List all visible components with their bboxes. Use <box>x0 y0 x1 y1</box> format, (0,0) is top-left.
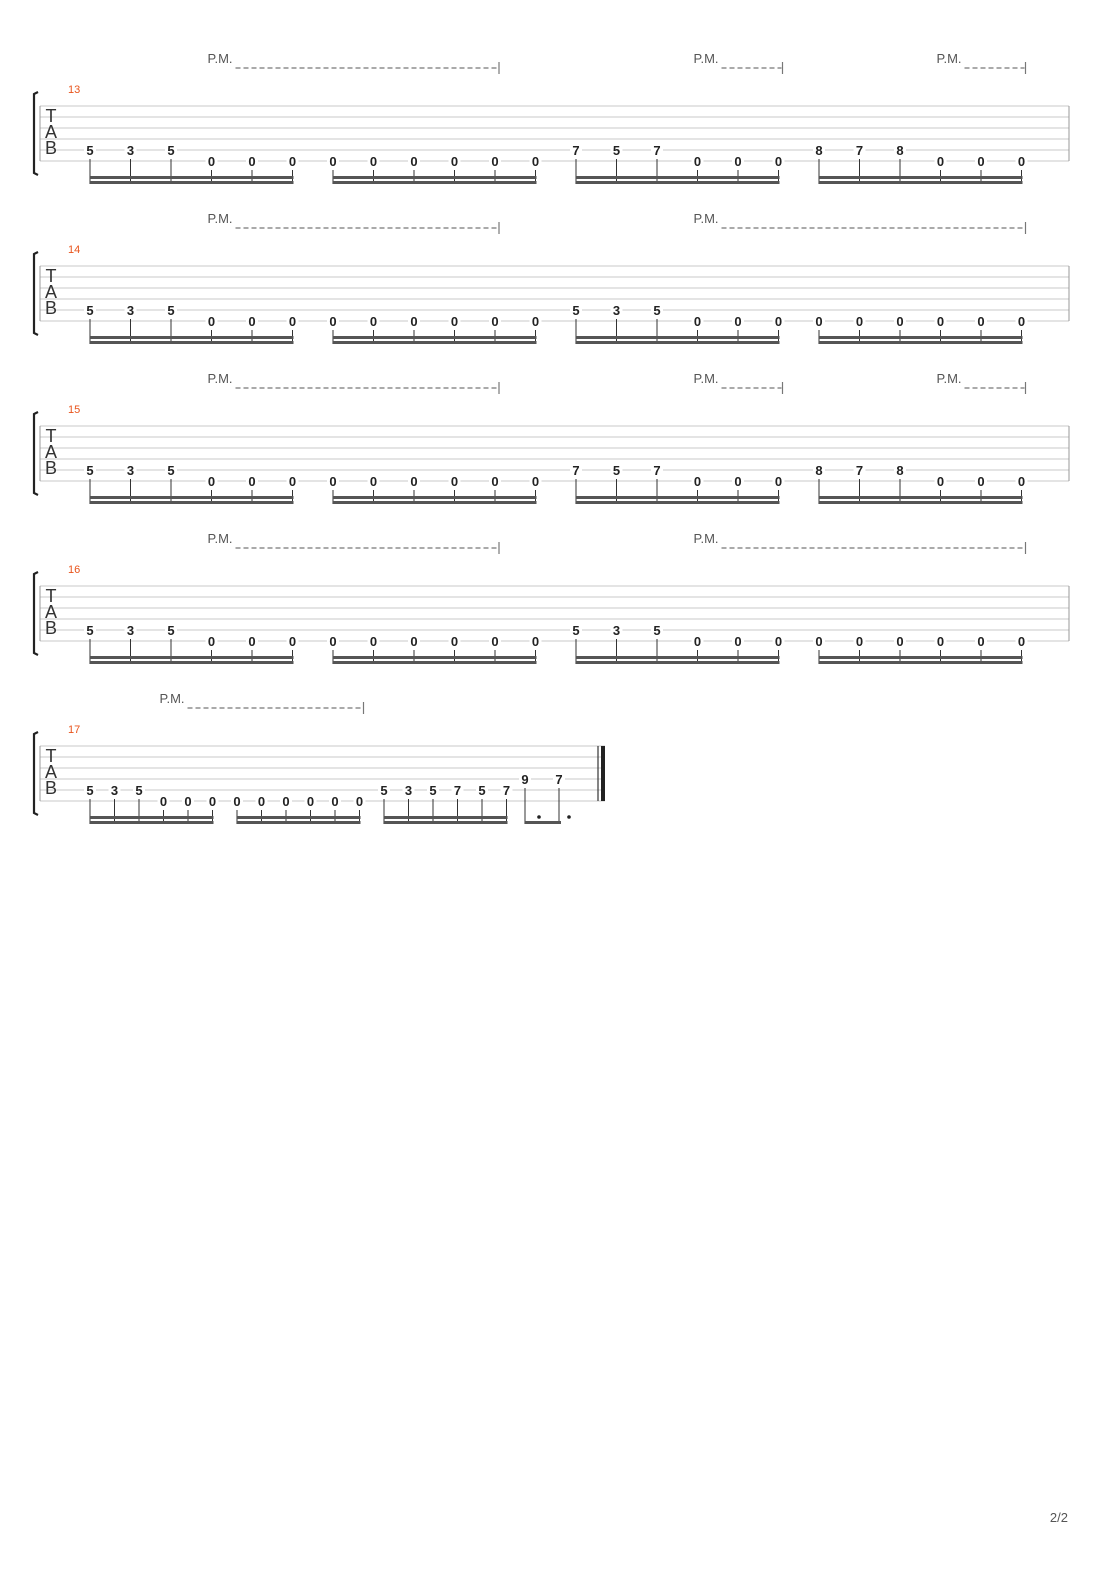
tab-clef-letter: B <box>44 298 58 318</box>
fret-number: 0 <box>531 314 540 329</box>
fret-number: 0 <box>491 474 499 489</box>
fret-number: 0 <box>693 634 702 649</box>
fret-number: 5 <box>167 623 175 638</box>
beam-primary <box>525 821 561 824</box>
beam-secondary <box>819 176 1023 179</box>
fret-number: 0 <box>896 314 904 329</box>
fret-number: 0 <box>282 794 290 809</box>
fret-number: 0 <box>734 314 742 329</box>
beam-secondary <box>90 496 294 499</box>
dot-marker <box>537 815 541 819</box>
fret-number: 0 <box>355 794 364 809</box>
beam-secondary <box>90 336 294 339</box>
fret-number: 8 <box>896 463 904 478</box>
fret-number: 7 <box>555 772 563 787</box>
fret-number: 0 <box>936 474 945 489</box>
palm-mute-label: P.M. <box>207 371 233 386</box>
palm-mute-label: P.M. <box>693 211 719 226</box>
fret-number: 0 <box>410 474 418 489</box>
fret-number: 0 <box>410 634 418 649</box>
fret-number: 3 <box>404 783 413 798</box>
fret-number: 0 <box>774 154 783 169</box>
fret-number: 0 <box>450 474 459 489</box>
beam-secondary <box>237 816 361 819</box>
measure-number: 15 <box>68 404 81 416</box>
fret-number: 0 <box>450 154 459 169</box>
beam-secondary <box>576 176 780 179</box>
palm-mute-label: P.M. <box>693 531 719 546</box>
fret-number: 0 <box>774 474 783 489</box>
fret-number: 3 <box>126 143 135 158</box>
fret-number: 0 <box>450 634 459 649</box>
fret-number: 0 <box>977 474 985 489</box>
beam-primary <box>819 341 1023 344</box>
beam-primary <box>237 821 361 824</box>
fret-number: 0 <box>329 154 337 169</box>
fret-number: 0 <box>288 314 297 329</box>
system-bracket <box>34 252 38 335</box>
tab-clef-letter: B <box>44 458 58 478</box>
tab-clef-letter: T <box>45 106 57 126</box>
fret-number: 8 <box>896 143 904 158</box>
tab-clef-letter: T <box>45 426 57 446</box>
fret-number: 5 <box>167 143 175 158</box>
tab-clef-letter: B <box>44 778 58 798</box>
fret-number: 0 <box>159 794 168 809</box>
fret-number: 0 <box>774 314 783 329</box>
fret-number: 0 <box>734 154 742 169</box>
fret-number: 0 <box>855 634 864 649</box>
palm-mute-label: P.M. <box>207 531 233 546</box>
fret-number: 5 <box>429 783 437 798</box>
fret-number: 0 <box>288 154 297 169</box>
fret-number: 0 <box>207 634 216 649</box>
beam-secondary <box>333 336 537 339</box>
system-bracket <box>34 412 38 495</box>
beam-primary <box>576 341 780 344</box>
fret-number: 0 <box>491 634 499 649</box>
fret-number: 5 <box>612 463 621 478</box>
measure-number: 17 <box>68 724 81 736</box>
beam-primary <box>819 661 1023 664</box>
fret-number: 0 <box>329 634 337 649</box>
beam-secondary <box>90 176 294 179</box>
fret-number: 0 <box>734 634 742 649</box>
fret-number: 7 <box>502 783 511 798</box>
fret-number: 0 <box>208 794 217 809</box>
tab-clef-letter: A <box>44 282 58 302</box>
fret-number: 0 <box>410 154 418 169</box>
fret-number: 0 <box>369 154 378 169</box>
fret-number: 0 <box>248 474 256 489</box>
fret-number: 3 <box>612 623 621 638</box>
palm-mute-label: P.M. <box>159 691 185 706</box>
fret-number: 5 <box>167 463 175 478</box>
fret-number: 0 <box>207 154 216 169</box>
fret-number: 0 <box>369 474 378 489</box>
tab-clef-letter: T <box>45 266 57 286</box>
fret-number: 0 <box>734 474 742 489</box>
beam-primary <box>90 501 294 504</box>
fret-number: 7 <box>855 463 864 478</box>
fret-number: 0 <box>450 314 459 329</box>
dot-marker <box>567 815 571 819</box>
beam-secondary <box>576 336 780 339</box>
fret-number: 0 <box>531 634 540 649</box>
fret-number: 0 <box>774 634 783 649</box>
fret-number: 0 <box>1017 474 1026 489</box>
fret-number: 0 <box>257 794 266 809</box>
beam-secondary <box>90 656 294 659</box>
fret-number: 0 <box>288 634 297 649</box>
measure-number: 13 <box>68 84 81 96</box>
beam-primary <box>576 181 780 184</box>
fret-number: 0 <box>491 154 499 169</box>
fret-number: 0 <box>1017 634 1026 649</box>
tab-clef-letter: T <box>45 746 57 766</box>
fret-number: 0 <box>1017 314 1026 329</box>
fret-number: 0 <box>936 634 945 649</box>
fret-number: 0 <box>410 314 418 329</box>
fret-number: 8 <box>815 143 823 158</box>
fret-number: 7 <box>572 463 580 478</box>
tab-clef-letter: B <box>44 138 58 158</box>
fret-number: 0 <box>936 154 945 169</box>
fret-number: 7 <box>653 143 661 158</box>
beam-secondary <box>819 496 1023 499</box>
palm-mute-label: P.M. <box>693 51 719 66</box>
tab-clef-letter: T <box>45 586 57 606</box>
fret-number: 0 <box>331 794 339 809</box>
fret-number: 0 <box>1017 154 1026 169</box>
fret-number: 5 <box>572 303 580 318</box>
measure-number: 16 <box>68 564 81 576</box>
fret-number: 0 <box>896 634 904 649</box>
fret-number: 5 <box>167 303 175 318</box>
fret-number: 5 <box>86 143 94 158</box>
fret-number: 0 <box>248 314 256 329</box>
fret-number: 5 <box>653 623 661 638</box>
fret-number: 7 <box>572 143 580 158</box>
fret-number: 0 <box>233 794 241 809</box>
tab-clef-letter: A <box>44 122 58 142</box>
fret-number: 0 <box>184 794 192 809</box>
beam-primary <box>333 341 537 344</box>
fret-number: 3 <box>126 303 135 318</box>
beam-primary <box>90 181 294 184</box>
fret-number: 5 <box>612 143 621 158</box>
fret-number: 0 <box>531 474 540 489</box>
beam-secondary <box>333 176 537 179</box>
fret-number: 0 <box>207 314 216 329</box>
fret-number: 3 <box>126 623 135 638</box>
barline-final-thick <box>601 746 605 801</box>
palm-mute-label: P.M. <box>207 51 233 66</box>
system-bracket <box>34 572 38 655</box>
beam-primary <box>576 661 780 664</box>
fret-number: 5 <box>86 623 94 638</box>
fret-number: 5 <box>653 303 661 318</box>
fret-number: 7 <box>855 143 864 158</box>
fret-number: 7 <box>453 783 462 798</box>
fret-number: 0 <box>369 634 378 649</box>
beam-secondary <box>819 656 1023 659</box>
beam-primary <box>576 501 780 504</box>
fret-number: 0 <box>977 154 985 169</box>
fret-number: 8 <box>815 463 823 478</box>
fret-number: 0 <box>306 794 315 809</box>
fret-number: 5 <box>86 303 94 318</box>
fret-number: 5 <box>135 783 143 798</box>
beam-primary <box>333 501 537 504</box>
fret-number: 0 <box>531 154 540 169</box>
fret-number: 3 <box>612 303 621 318</box>
tab-clef-letter: A <box>44 762 58 782</box>
tab-clef-letter: A <box>44 442 58 462</box>
fret-number: 0 <box>329 314 337 329</box>
beam-secondary <box>333 656 537 659</box>
fret-number: 0 <box>207 474 216 489</box>
fret-number: 0 <box>977 634 985 649</box>
tab-clef-letter: B <box>44 618 58 638</box>
beam-primary <box>333 181 537 184</box>
fret-number: 9 <box>521 772 529 787</box>
beam-primary <box>90 341 294 344</box>
beam-secondary <box>576 656 780 659</box>
fret-number: 0 <box>855 314 864 329</box>
beam-primary <box>819 181 1023 184</box>
beam-primary <box>333 661 537 664</box>
fret-number: 0 <box>369 314 378 329</box>
fret-number: 5 <box>478 783 486 798</box>
fret-number: 7 <box>653 463 661 478</box>
beam-secondary <box>819 336 1023 339</box>
beam-secondary <box>90 816 214 819</box>
beam-secondary <box>333 496 537 499</box>
fret-number: 0 <box>288 474 297 489</box>
palm-mute-label: P.M. <box>936 51 962 66</box>
system-bracket <box>34 732 38 815</box>
beam-secondary <box>576 496 780 499</box>
beam-primary <box>90 661 294 664</box>
fret-number: 5 <box>572 623 580 638</box>
fret-number: 0 <box>693 314 702 329</box>
page-number: 2/2 <box>1049 1510 1068 1525</box>
fret-number: 0 <box>693 474 702 489</box>
fret-number: 3 <box>110 783 119 798</box>
fret-number: 0 <box>248 634 256 649</box>
fret-number: 0 <box>815 634 823 649</box>
tab-clef-letter: A <box>44 602 58 622</box>
palm-mute-label: P.M. <box>207 211 233 226</box>
beam-primary <box>90 821 214 824</box>
beam-primary <box>819 501 1023 504</box>
palm-mute-label: P.M. <box>693 371 719 386</box>
fret-number: 0 <box>693 154 702 169</box>
palm-mute-label: P.M. <box>936 371 962 386</box>
fret-number: 5 <box>86 783 94 798</box>
fret-number: 0 <box>977 314 985 329</box>
fret-number: 0 <box>815 314 823 329</box>
fret-number: 0 <box>491 314 499 329</box>
fret-number: 5 <box>380 783 388 798</box>
beam-primary <box>384 821 508 824</box>
fret-number: 0 <box>936 314 945 329</box>
fret-number: 0 <box>329 474 337 489</box>
fret-number: 0 <box>248 154 256 169</box>
fret-number: 5 <box>86 463 94 478</box>
system-bracket <box>34 92 38 175</box>
measure-number: 14 <box>68 244 81 256</box>
fret-number: 3 <box>126 463 135 478</box>
beam-secondary <box>384 816 508 819</box>
